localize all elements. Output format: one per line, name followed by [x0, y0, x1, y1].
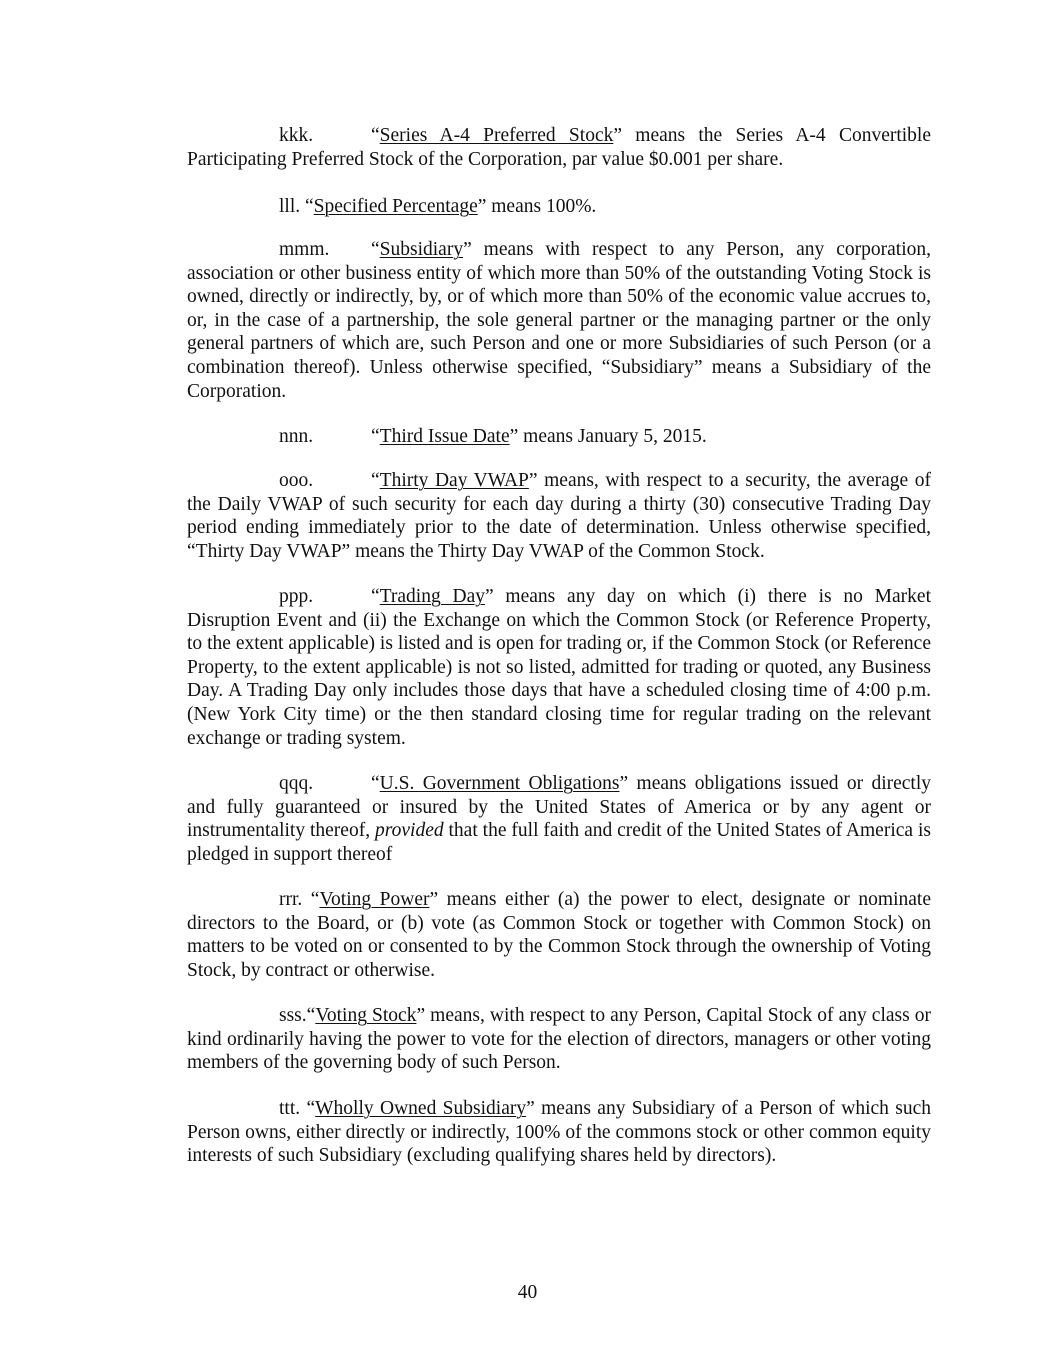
definition-nnn: nnn. “Third Issue Date” means January 5, 2015.: [279, 426, 707, 447]
defined-term: Subsidiary: [379, 239, 464, 260]
page-number: 40: [517, 1282, 538, 1303]
definition-ttt: ttt. “Wholly Owned Subsidiary” means any Subsidiary of a Person of which such Person owns, either directly or indirectly, 100% of the commons stock or other common equity interests of such Subsidiary (excluding qualifying shares held by directors).: [187, 1098, 931, 1167]
definition-kkk: kkk. “Series A-4 Preferred Stock” means the Series A-4 Convertible Participating Preferred Stock of the Corporation, par value $0.001 per share.: [187, 125, 932, 170]
definition-lll: lll. “Specified Percentage” means 100%.: [279, 196, 597, 217]
defined-term: Specified Percentage: [313, 196, 478, 217]
definition-label: ttt.: [279, 1098, 301, 1119]
definition-label: ppp.: [279, 586, 314, 607]
definition-body: ” means any Subsidiary of a Person of which such Person owns, either directly or indirectly, 100% of the commons stock or other common equity interests of such Subsidiary (excluding qualifying shares held by directors).: [187, 1098, 931, 1167]
definition-label: nnn.: [279, 426, 314, 447]
definition-ooo: ooo. “Thirty Day VWAP” means, with respect to a security, the average of the Daily VWAP of such security for each day during a thirty (30) consecutive Trading Day period ending immediately prior to the date of determination. Unless otherwise specified, “Thirty Day VWAP” means the Thirty Day VWAP of the Common Stock.: [187, 470, 931, 562]
definition-body: ” means 100%.: [477, 196, 597, 217]
definition-body-continued: that the full faith and credit of the United States of America is pledged in support thereof: [187, 820, 931, 865]
definition-body: ” means the Series A-4 Convertible Participating Preferred Stock of the Corporation, par value $0.001 per share.: [187, 125, 932, 170]
definition-body: ” means, with respect to a security, the average of the Daily VWAP of such security for each day during a thirty (30) consecutive Trading Day period ending immediately prior to the date of determination. Unless otherwise specified, “Thirty Day VWAP” means the Thirty Day VWAP of the Common Stock.: [187, 470, 931, 562]
definition-qqq: qqq. “U.S. Government Obligations” means obligations issued or directly and fully guaranteed or insured by the United States of America or by any agent or instrumentality thereof, provided that the full faith and credit of the United States of America is pledged in support thereof: [187, 773, 932, 865]
defined-term: Trading Day: [379, 586, 485, 607]
definition-body: ” means, with respect to any Person, Capital Stock of any class or kind ordinarily having the power to vote for the election of directors, managers or other voting members of the governing body of such Person.: [187, 1005, 931, 1074]
definition-body: ” means either (a) the power to elect, designate or nominate directors to the Board, or (b) vote (as Common Stock or together with Common Stock) on matters to be voted on or consented to by the Common Stock through the ownership of Voting Stock, by contract or otherwise.: [187, 889, 931, 981]
definition-rrr: rrr. “Voting Power” means either (a) the power to elect, designate or nominate directors to the Board, or (b) vote (as Common Stock or together with Common Stock) on matters to be voted on or consented to by the Common Stock through the ownership of Voting Stock, by contract or otherwise.: [187, 889, 931, 981]
defined-term: U.S. Government Obligations: [379, 773, 620, 794]
definition-label: qqq.: [279, 773, 314, 794]
defined-term: Wholly Owned Subsidiary: [315, 1098, 527, 1119]
definition-mmm: mmm. “Subsidiary” means with respect to any Person, any corporation, association or other business entity of which more than 50% of the outstanding Voting Stock is owned, directly or indirectly, by, or of which more than 50% of the economic value accrues to, or, in the case of a partnership, the sole general partner or the managing partner or the only general partners of which are, such Person and one or more Subsidiaries of such Person (or a combination thereof). Unless otherwise specified, “Subsidiary” means a Subsidiary of the Corporation.: [187, 239, 931, 402]
definition-ppp: ppp. “Trading Day” means any day on which (i) there is no Market Disruption Event and (ii) the Exchange on which the Common Stock (or Reference Property, to the extent applicable) is listed and is open for trading or, if the Common Stock (or Reference Property, to the extent applicable) is not so listed, admitted for trading or quoted, any Business Day. A Trading Day only includes those days that have a scheduled closing time of 4:00 p.m. (New York City time) or the then standard closing time for regular trading on the relevant exchange or trading system.: [187, 586, 931, 749]
definition-body: ” means obligations issued or directly and fully guaranteed or insured by the United States of America or by any agent or instrumentality thereof,: [187, 773, 932, 842]
definition-label: lll.: [279, 196, 301, 217]
definition-label: sss.: [279, 1005, 307, 1026]
definition-label: rrr.: [279, 889, 303, 910]
defined-term: Third Issue Date: [379, 426, 510, 447]
definition-label: kkk.: [279, 125, 314, 146]
definition-label: ooo.: [279, 470, 314, 491]
definition-label: mmm.: [279, 239, 330, 260]
defined-term: Voting Stock: [315, 1005, 417, 1026]
definition-sss: sss.“Voting Stock” means, with respect to any Person, Capital Stock of any class or kind ordinarily having the power to vote for the election of directors, managers or other voting members of the governing body of such Person.: [187, 1005, 931, 1074]
italic-proviso: provided: [375, 820, 444, 842]
defined-term: Series A-4 Preferred Stock: [379, 125, 614, 146]
definition-body: ” means any day on which (i) there is no Market Disruption Event and (ii) the Exchange on which the Common Stock (or Reference Property, to the extent applicable) is listed and is open for trading or, if the Common Stock (or Reference Property, to the extent applicable) is not so listed, admitted for trading or quoted, any Business Day. A Trading Day only includes those days that have a scheduled closing time of 4:00 p.m. (New York City time) or the then standard closing time for regular trading on the relevant exchange or trading system.: [187, 586, 931, 749]
definition-body: ” means with respect to any Person, any corporation, association or other business entity of which more than 50% of the outstanding Voting Stock is owned, directly or indirectly, by, or of which more than 50% of the economic value accrues to, or, in the case of a partnership, the sole general partner or the managing partner or the only general partners of which are, such Person and one or more Subsidiaries of such Person (or a combination thereof). Unless otherwise specified, “Subsidiary” means a Subsidiary of the Corporation.: [187, 239, 931, 402]
defined-term: Voting Power: [319, 889, 430, 910]
defined-term: Thirty Day VWAP: [379, 470, 529, 491]
definition-body: ” means January 5, 2015.: [509, 426, 707, 447]
